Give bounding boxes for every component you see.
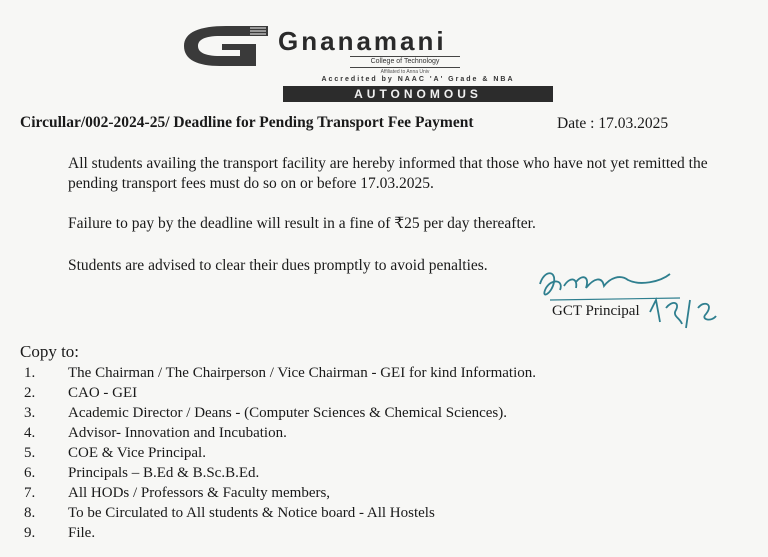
list-item: 8. To be Circulated to All students & Notice board - All Hostels <box>24 505 435 521</box>
list-item: 9. File. <box>24 525 96 541</box>
circular-heading: Circullar/002-2024-25/ Deadline for Pending Transport Fee Payment <box>20 114 474 131</box>
autonomous-banner: AUTONOMOUS <box>283 86 553 102</box>
copy-to-list <box>24 363 536 543</box>
list-item: 4. Advisor- Innovation and Incubation. <box>24 425 287 441</box>
signatory-title: GCT Principal <box>552 303 640 319</box>
list-item: 2. CAO - GEI <box>24 385 138 401</box>
accreditation-text: Accredited by NAAC 'A' Grade & NBA <box>321 76 515 83</box>
paragraph-notice: All students availing the transport facility are hereby informed that those who have not yet remitted the pending transport fees must do so on or before 17.03.2025. <box>68 155 708 192</box>
copy-to-title: Copy to: <box>20 342 80 361</box>
list-item: 1. The Chairman / The Chairperson / Vice Chairman - GEI for kind Information. <box>24 365 537 381</box>
paragraph-fine: Failure to pay by the deadline will result in a fine of ₹25 per day thereafter. <box>68 215 536 232</box>
letterhead <box>180 20 580 101</box>
paragraph-advice: Students are advised to clear their dues promptly to avoid penalties. <box>68 257 488 274</box>
list-item: 7. All HODs / Professors & Faculty members, <box>24 485 331 501</box>
brand-name: Gnanamani <box>278 26 447 56</box>
brand-subtitle: College of Technology <box>350 56 460 68</box>
college-logo-icon <box>180 24 272 68</box>
list-item: 3. Academic Director / Deans - (Computer Sciences & Chemical Sciences). <box>24 405 508 421</box>
list-item: 6. Principals – B.Ed & B.Sc.B.Ed. <box>24 465 260 481</box>
list-item: 5. COE & Vice Principal. <box>24 445 206 461</box>
brand-tagline: Affiliated to Anna Univ <box>380 69 430 75</box>
circular-date: Date : 17.03.2025 <box>557 115 669 132</box>
